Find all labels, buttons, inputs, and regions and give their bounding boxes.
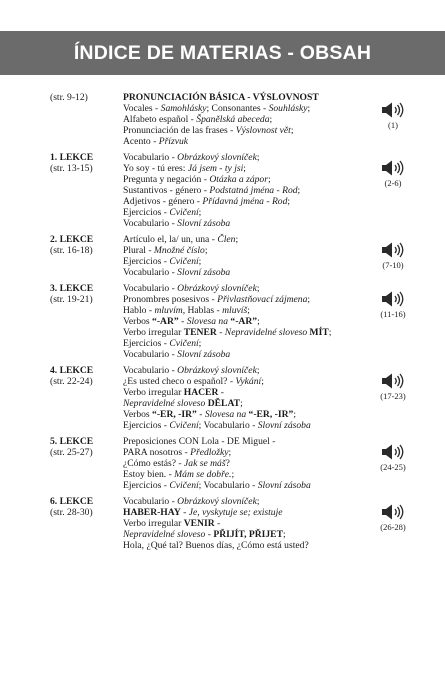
topic-text: ;	[231, 469, 235, 480]
track-number: (26-28)	[380, 522, 406, 532]
topic-text: Vocabulario -	[123, 152, 178, 163]
topic-line	[123, 518, 373, 529]
topic-text: PARA nosotros -	[123, 447, 191, 458]
topic-text: ;	[247, 305, 250, 316]
topic-text: TENER	[183, 327, 217, 338]
topic-text: VENIR	[183, 518, 215, 529]
topic-text: Slovní zásoba	[177, 218, 231, 229]
topic-text: Přízvuk	[158, 136, 189, 147]
topic-text: Člen	[217, 234, 236, 245]
lesson-number: 4. LEKCE	[50, 365, 94, 376]
topic-line	[123, 469, 373, 480]
topic-text: Přídavná jména - Rod	[202, 196, 288, 207]
topic-text: Cvičení	[169, 256, 199, 267]
topic-line	[123, 283, 373, 294]
topic-text: ;	[256, 152, 260, 163]
topic-text: ;	[269, 114, 273, 125]
topic-text: ;	[243, 163, 246, 174]
topic-text: “-ER, -IR”	[152, 409, 197, 420]
topic-line	[123, 398, 373, 409]
speaker-icon[interactable]	[375, 373, 411, 389]
toc-entry	[0, 234, 445, 278]
topic-text: DĚLAT	[207, 398, 241, 409]
lesson-reference	[50, 283, 120, 305]
toc-entry	[0, 283, 445, 360]
topic-text: Ejercicios -	[123, 338, 170, 349]
lesson-pages: (str. 22-24)	[50, 376, 93, 387]
track-number: (7-10)	[382, 260, 404, 270]
lesson-reference	[50, 92, 120, 103]
topic-text: Pronombres posesivos -	[123, 294, 218, 305]
topic-text: mluvím	[154, 305, 183, 316]
topic-line	[123, 365, 373, 376]
topic-text: ;	[282, 529, 286, 540]
topic-text: Ejercicios -	[123, 480, 170, 491]
speaker-icon[interactable]	[375, 160, 411, 176]
topic-line	[123, 234, 373, 245]
topic-text: Verbos	[123, 409, 153, 420]
topic-text: Slovní zásoba	[177, 349, 231, 360]
audio-track[interactable]	[375, 102, 411, 130]
lesson-pages: (str. 28-30)	[50, 507, 93, 518]
topic-text: Yo soy - tú eres:	[123, 163, 188, 174]
topic-text: ;	[307, 294, 311, 305]
lesson-number: 6. LEKCE	[50, 496, 94, 507]
topic-text: Slovní zásoba	[177, 267, 231, 278]
topic-text: ;	[198, 256, 202, 267]
topic-text: Vocabulario -	[123, 218, 178, 229]
toc-entry	[0, 365, 445, 431]
lesson-topics	[123, 152, 373, 229]
speaker-icon[interactable]	[375, 102, 411, 118]
topic-text: Acento -	[123, 136, 159, 147]
topic-text: Přivlastňovací zájmena	[217, 294, 308, 305]
topic-text: Výslovnost vět	[235, 125, 291, 136]
topic-text: ;	[198, 338, 202, 349]
topic-text: Je, vyskytuje se; existuje	[188, 507, 283, 518]
topic-line	[123, 92, 373, 103]
speaker-icon[interactable]	[375, 444, 411, 460]
topic-line	[123, 507, 373, 518]
topic-text: MÍT	[309, 327, 329, 338]
lesson-reference	[50, 496, 120, 518]
topic-line	[123, 447, 373, 458]
topic-text: Vocabulario -	[123, 349, 178, 360]
topic-line	[123, 163, 373, 174]
topic-line	[123, 338, 373, 349]
topic-text: Nepravidelné sloveso	[123, 529, 206, 540]
topic-text: Španělská abeceda	[196, 114, 270, 125]
topic-text: -	[196, 409, 205, 420]
speaker-icon[interactable]	[375, 504, 411, 520]
topic-text: Verbo irregular	[123, 387, 184, 398]
topic-text: ;	[293, 409, 296, 420]
topic-text: Nepravidelné sloveso	[123, 398, 208, 409]
topic-text: Předložky	[190, 447, 229, 458]
topic-text: Vocales -	[123, 103, 161, 114]
topic-text: Jak se máš	[184, 458, 226, 469]
topic-text: -	[180, 507, 189, 518]
lesson-pages: (str. 16-18)	[50, 245, 93, 256]
topic-text: ;	[257, 316, 260, 327]
topic-line	[123, 316, 373, 327]
topic-text: Preposiciones CON Lola - DE Miguel -	[123, 436, 276, 447]
topic-text: Obrázkový slovníček	[177, 283, 257, 294]
topic-text: ; Consonantes -	[206, 103, 269, 114]
topic-line	[123, 256, 373, 267]
track-number: (24-25)	[380, 462, 406, 472]
topic-text: ; Vocabulario -	[198, 480, 258, 491]
topic-text: -	[216, 327, 225, 338]
topic-text: HABER-HAY	[123, 507, 181, 518]
topic-text: PRONUNCIACIÓN BÁSICA - VÝSLOVNOST	[123, 92, 319, 103]
topic-text: ;	[228, 447, 232, 458]
topic-text: ;	[240, 398, 243, 409]
topic-line	[123, 196, 373, 207]
topic-text: Obrázkový slovníček	[177, 152, 257, 163]
topic-line	[123, 245, 373, 256]
topic-text: Obrázkový slovníček	[177, 365, 257, 376]
topic-text: Souhlásky	[268, 103, 308, 114]
topic-text: ;	[198, 207, 202, 218]
audio-track[interactable]	[375, 444, 411, 472]
topic-text: Adjetivos - género -	[123, 196, 203, 207]
topic-line	[123, 496, 373, 507]
track-number: (11-16)	[380, 309, 406, 319]
topic-text: Alfabeto español -	[123, 114, 197, 125]
topic-text: -	[205, 529, 214, 540]
topic-line	[123, 409, 373, 420]
topic-text: Ejercicios -	[123, 256, 170, 267]
topic-text: , Hablas -	[182, 305, 223, 316]
lesson-topics	[123, 436, 373, 491]
topic-text: Plural -	[123, 245, 154, 256]
topic-text: Pregunta y negación -	[123, 174, 210, 185]
topic-text: Slovní zásoba	[257, 480, 311, 491]
topic-text: Slovní zásoba	[257, 420, 311, 431]
topic-text: Vocabulario -	[123, 267, 178, 278]
topic-text: ;	[307, 103, 311, 114]
audio-track[interactable]	[375, 160, 411, 188]
lesson-number: 3. LEKCE	[50, 283, 94, 294]
topic-text: Hablo -	[123, 305, 155, 316]
toc-entry	[0, 496, 445, 551]
topic-line	[123, 387, 373, 398]
topic-text: Cvičení	[169, 338, 199, 349]
topic-text: “-AR”	[230, 316, 258, 327]
topic-line	[123, 114, 373, 125]
lesson-number: 5. LEKCE	[50, 436, 94, 447]
topic-text: “-ER, -IR”	[248, 409, 294, 420]
topic-line	[123, 294, 373, 305]
topic-text: Artículo el, la/ un, una -	[123, 234, 218, 245]
topic-line	[123, 207, 373, 218]
topic-text: Otázka a zápor	[209, 174, 268, 185]
topic-text: Verbo irregular	[123, 327, 184, 338]
lesson-reference	[50, 152, 120, 174]
topic-text: Vocabulario -	[123, 496, 178, 507]
audio-track[interactable]	[375, 373, 411, 401]
topic-text: ;	[256, 283, 260, 294]
lesson-reference	[50, 234, 120, 256]
topic-line	[123, 185, 373, 196]
speaker-icon[interactable]	[375, 291, 411, 307]
topic-text: ¿Cómo estás? -	[123, 458, 185, 469]
lesson-number: 1. LEKCE	[50, 152, 94, 163]
topic-text: Ejercicios -	[123, 207, 170, 218]
lesson-pages: (str. 13-15)	[50, 163, 93, 174]
track-number: (17-23)	[380, 391, 406, 401]
lesson-topics	[123, 234, 373, 278]
topic-line	[123, 376, 373, 387]
track-number: (2-6)	[384, 178, 402, 188]
audio-track[interactable]	[375, 291, 411, 319]
audio-track[interactable]	[375, 504, 411, 532]
topic-line	[123, 174, 373, 185]
topic-text: Cvičení	[169, 420, 199, 431]
table-of-contents	[0, 92, 445, 556]
topic-text: ; Vocabulario -	[198, 420, 258, 431]
topic-text: -	[218, 387, 224, 398]
topic-text: Cvičení	[169, 207, 199, 218]
audio-track[interactable]	[375, 242, 411, 270]
lesson-number: 2. LEKCE	[50, 234, 94, 245]
topic-text: Samohlásky	[160, 103, 207, 114]
topic-text: Pronunciación de las frases -	[123, 125, 236, 136]
topic-text: “-AR”	[152, 316, 179, 327]
lesson-topics	[123, 92, 373, 147]
lesson-pages: (str. 19-21)	[50, 294, 93, 305]
topic-line	[123, 136, 373, 147]
topic-text: ;	[261, 376, 264, 387]
topic-text: ?	[225, 458, 230, 469]
topic-text: Obrázkový slovníček	[177, 496, 257, 507]
topic-line	[123, 458, 373, 469]
lesson-topics	[123, 496, 373, 551]
topic-text: ;	[235, 234, 239, 245]
topic-line	[123, 152, 373, 163]
lesson-topics	[123, 365, 373, 431]
topic-line	[123, 218, 373, 229]
topic-text: ¿Es usted checo o español? -	[123, 376, 236, 387]
page-title: ÍNDICE DE MATERIAS - OBSAH	[73, 41, 372, 64]
topic-text: Verbos	[123, 316, 153, 327]
lesson-pages: (str. 25-27)	[50, 447, 93, 458]
topic-text: Sustantivos - género -	[123, 185, 210, 196]
topic-text: Estoy bien. -	[123, 469, 175, 480]
topic-text: Vocabulario -	[123, 365, 178, 376]
topic-line	[123, 540, 373, 551]
topic-text: Vocabulario -	[123, 283, 178, 294]
topic-text: Ejercicios -	[123, 420, 170, 431]
topic-text: HACER	[183, 387, 219, 398]
toc-entry	[0, 152, 445, 229]
topic-text: ;	[256, 365, 260, 376]
topic-text: Cvičení	[169, 480, 199, 491]
topic-text: -	[214, 518, 221, 529]
topic-text: ;	[297, 185, 301, 196]
speaker-icon[interactable]	[375, 242, 411, 258]
topic-text: mluvíš	[222, 305, 248, 316]
topic-line	[123, 125, 373, 136]
topic-text: -	[178, 316, 187, 327]
topic-text: ;	[267, 174, 271, 185]
topic-line	[123, 103, 373, 114]
topic-line	[123, 327, 373, 338]
topic-line	[123, 305, 373, 316]
topic-line	[123, 420, 373, 431]
topic-line	[123, 436, 373, 447]
topic-text: Vykání	[235, 376, 262, 387]
topic-text: Podstatná jména - Rod	[209, 185, 298, 196]
topic-text: Verbo irregular	[123, 518, 184, 529]
topic-text: ;	[287, 196, 291, 207]
lesson-reference	[50, 436, 120, 458]
topic-text: ;	[204, 245, 208, 256]
topic-text: Slovesa na	[204, 409, 249, 420]
topic-text: Hola, ¿Qué tal? Buenos días, ¿Cómo está usted?	[123, 540, 309, 551]
topic-line	[123, 267, 373, 278]
topic-text: Já jsem - ty jsi	[187, 163, 244, 174]
track-number: (1)	[388, 120, 398, 130]
toc-entry	[0, 92, 445, 147]
topic-text: ;	[328, 327, 332, 338]
topic-text: Nepravidelné sloveso	[224, 327, 308, 338]
topic-text: ;	[256, 496, 260, 507]
toc-entry	[0, 436, 445, 491]
topic-line	[123, 480, 373, 491]
topic-text: Množné číslo	[153, 245, 205, 256]
lesson-reference	[50, 365, 120, 387]
title-banner	[0, 31, 445, 75]
topic-text: PŘIJÍT, PŘIJET	[213, 529, 283, 540]
lesson-topics	[123, 283, 373, 360]
lesson-pages: (str. 9-12)	[50, 92, 88, 103]
topic-text: ;	[290, 125, 294, 136]
topic-line	[123, 529, 373, 540]
topic-text: Mám se dobře.	[174, 469, 232, 480]
topic-text: Slovesa na	[186, 316, 231, 327]
topic-line	[123, 349, 373, 360]
